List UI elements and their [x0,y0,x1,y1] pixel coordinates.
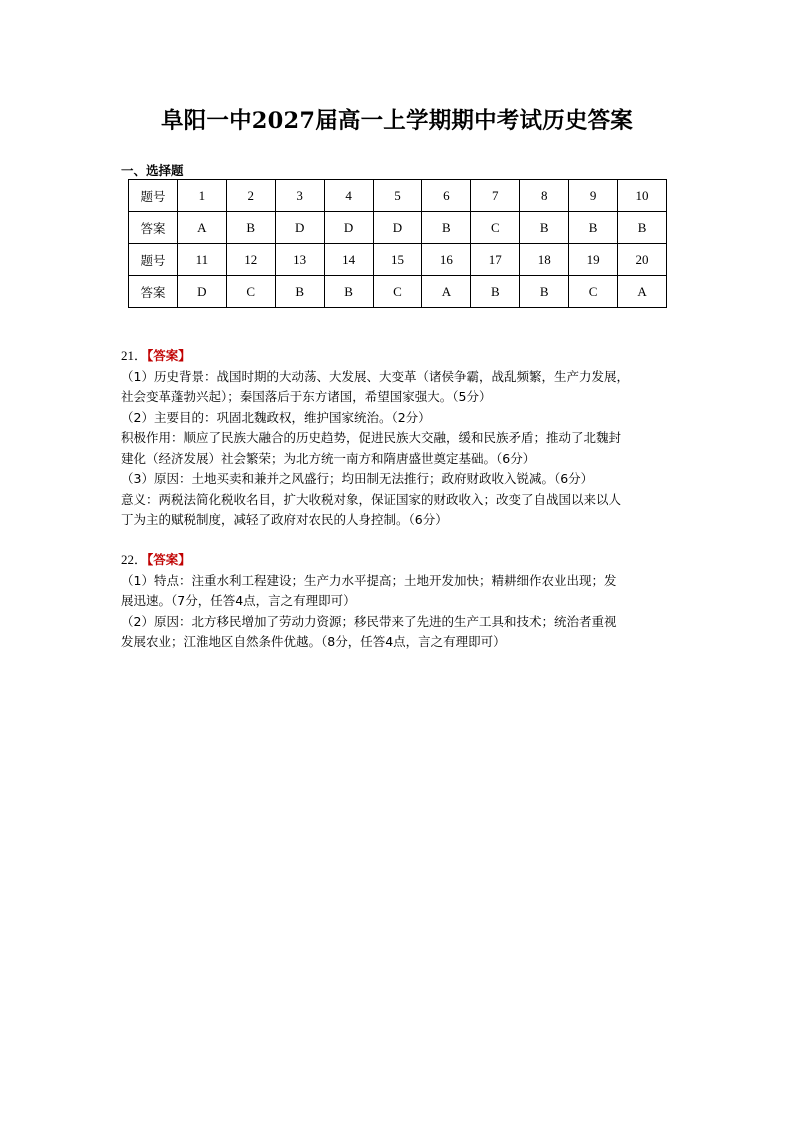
answer-line: 建化（经济发展）社会繁荣；为北方统一南方和隋唐盛世奠定基础。（6分） [121,450,536,466]
question-number: 1 [177,180,226,212]
answer-cell: B [618,212,667,244]
answer-line: 发展农业；江淮地区自然条件优越。（8分，任答4点，言之有理即可） [121,634,506,649]
question-number: 20 [618,244,667,276]
row-label-answer: 答案 [129,212,178,244]
question-number: 7 [471,180,520,212]
answer-cell: A [422,276,471,308]
question-number: 17 [471,244,520,276]
answer-table [128,179,667,308]
row-label-question: 题号 [129,244,178,276]
table-row [129,276,667,308]
answer-line: （2）主要目的：巩固北魏政权，维护国家统治。（2分） [121,409,431,425]
answer-cell: C [373,276,422,308]
answer-cell: C [471,212,520,244]
question-number: 10 [618,180,667,212]
section-heading-choice: 一、选择题 [121,163,184,178]
answer-line: 展迅速。（7分，任答4点，言之有理即可） [121,593,356,608]
answer-line: （2）原因：北方移民增加了劳动力资源；移民带来了先进的生产工具和技术；统治者重视 [121,613,617,629]
table-row [129,212,667,244]
answer-cell: C [569,276,618,308]
question-number: 14 [324,244,373,276]
answer-cell: B [275,276,324,308]
answer-cell: D [324,212,373,244]
answer-cell: D [275,212,324,244]
answer-line: （1）特点：注重水利工程建设；生产力水平提高；土地开发加快；精耕细作农业出现；发 [121,572,617,588]
question-21-heading [121,346,681,367]
question-22-heading [121,550,681,571]
answer-cell: D [373,212,422,244]
answer-tag: 【答案】 [147,552,191,567]
answer-line: 社会变革蓬勃兴起）；秦国落后于东方诸国，希望国家强大。（5分） [121,389,492,404]
question-number: 5 [373,180,422,212]
question-number: 3 [275,180,324,212]
answer-cell: B [422,212,471,244]
question-number: 11 [177,244,226,276]
question-number: 8 [520,180,569,212]
table-row [129,180,667,212]
question-number: 19 [569,244,618,276]
answer-cell: B [226,212,275,244]
page-title: 阜阳一中2027届高一上学期期中考试历史答案 [160,108,634,134]
answer-cell: B [324,276,373,308]
table-row [129,244,667,276]
answer-cell: C [226,276,275,308]
answer-cell: A [618,276,667,308]
question-number: 15 [373,244,422,276]
answer-line: （3）原因：土地买卖和兼并之风盛行；均田制无法推行；政府财政收入锐减。（6分） [121,471,594,486]
answer-line: 丁为主的赋税制度，减轻了政府对农民的人身控制。（6分） [121,512,448,527]
answer-line: 意义：两税法简化税收名目，扩大收税对象，保证国家的财政收入；改变了自战国以来以人 [121,491,622,507]
answer-cell: D [177,276,226,308]
answer-cell: B [471,276,520,308]
answer-cell: B [520,276,569,308]
question-number-label: 22． [121,552,148,567]
question-number: 13 [275,244,324,276]
question-number-label: 21． [121,348,148,363]
question-21-answer [121,346,681,531]
question-number: 2 [226,180,275,212]
answer-line: （1）历史背景：战国时期的大动荡、大发展、大变革（诸侯争霸，战乱频繁，生产力发展， [121,368,629,384]
answer-line: 积极作用：顺应了民族大融合的历史趋势，促进民族大交融，缓和民族矛盾；推动了北魏封 [121,430,622,445]
row-label-answer: 答案 [129,276,178,308]
question-number: 18 [520,244,569,276]
question-number: 12 [226,244,275,276]
question-22-answer [121,550,681,653]
question-number: 6 [422,180,471,212]
answer-cell: B [569,212,618,244]
question-number: 16 [422,244,471,276]
row-label-question: 题号 [129,180,178,212]
answer-cell: A [177,212,226,244]
answer-tag: 【答案】 [147,348,191,363]
answer-cell: B [520,212,569,244]
question-number: 4 [324,180,373,212]
question-number: 9 [569,180,618,212]
